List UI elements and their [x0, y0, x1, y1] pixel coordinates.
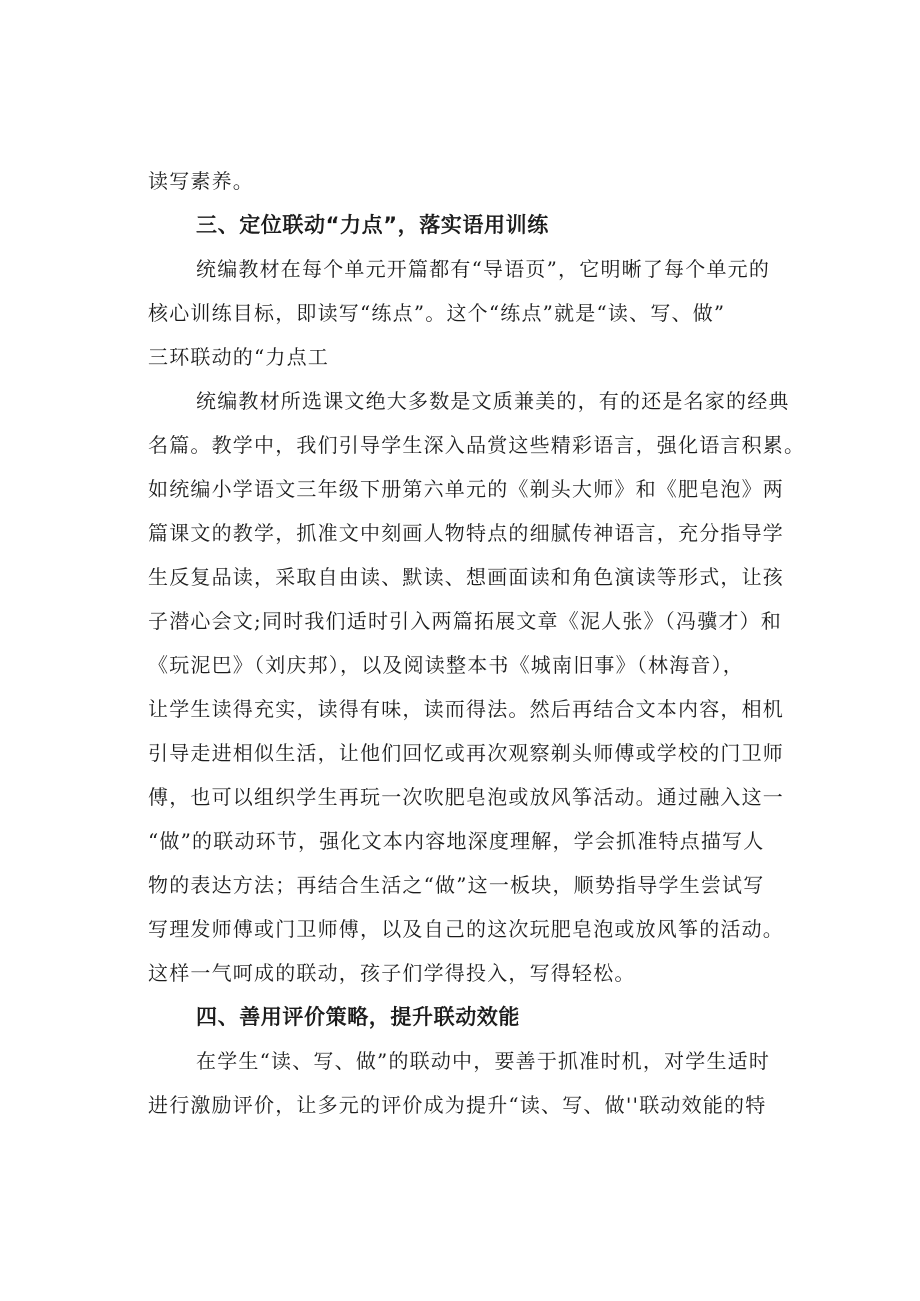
paragraph-line: 三环联动的“力点工 — [148, 345, 330, 369]
paragraph-line: 统编教材所选课文绝大多数是文质兼美的，有的还是名家的经典 — [196, 389, 790, 413]
section-heading-4: 四、善用评价策略，提升联动效能 — [196, 1005, 520, 1029]
paragraph-line: 读写素养。 — [148, 169, 254, 193]
paragraph-line: “做”的联动环节，强化文本内容地深度理解，学会抓准特点描写人 — [148, 829, 765, 853]
paragraph-line: 《玩泥巴》（刘庆邦），以及阅读整本书《城南旧事》（林海音）， — [148, 653, 744, 677]
paragraph-line: 核心训练目标，即读写“练点”。这个“练点”就是“读、写、做” — [148, 301, 726, 325]
paragraph-line: 名篇。教学中，我们引导学生深入品赏这些精彩语言，强化语言积累。 — [148, 433, 806, 457]
paragraph-line: 生反复品读，采取自由读、默读、想画面读和角色演读等形式，让孩 — [148, 565, 784, 589]
paragraph-line: 篇课文的教学，抓准文中刻画人物特点的细腻传神语言，充分指导学 — [148, 521, 784, 545]
paragraph-line: 统编教材在每个单元开篇都有“导语页”，它明晰了每个单元的 — [196, 257, 771, 281]
paragraph-line: 这样一气呵成的联动，孩子们学得投入，写得轻松。 — [148, 961, 636, 985]
paragraph-line: 子潜心会文;同时我们适时引入两篇拓展文章《泥人张》（冯骥才）和 — [148, 609, 782, 633]
section-heading-3: 三、定位联动“力点”，落实语用训练 — [196, 213, 549, 237]
paragraph-line: 让学生读得充实，读得有味，读而得法。然后再结合文本内容，相机 — [148, 697, 784, 721]
paragraph-line: 傅，也可以组织学生再玩一次吹肥皂泡或放风筝活动。通过融入这一 — [148, 785, 784, 809]
paragraph-line: 进行激励评价，让多元的评价成为提升“读、写、做''联动效能的特 — [148, 1093, 767, 1117]
paragraph-line: 在学生“读、写、做”的联动中，要善于抓准时机，对学生适时 — [196, 1049, 771, 1073]
paragraph-line: 如统编小学语文三年级下册第六单元的《剃头大师》和《肥皂泡》两 — [148, 477, 784, 501]
paragraph-line: 引导走进相似生活，让他们回忆或再次观察剃头师傅或学校的门卫师 — [148, 741, 784, 765]
paragraph-line: 物的表达方法；再结合生活之“做”这一板块，顺势指导学生尝试写 — [148, 873, 765, 897]
paragraph-line: 写理发师傅或门卫师傅，以及自己的这次玩肥皂泡或放风筝的活动。 — [148, 917, 784, 941]
